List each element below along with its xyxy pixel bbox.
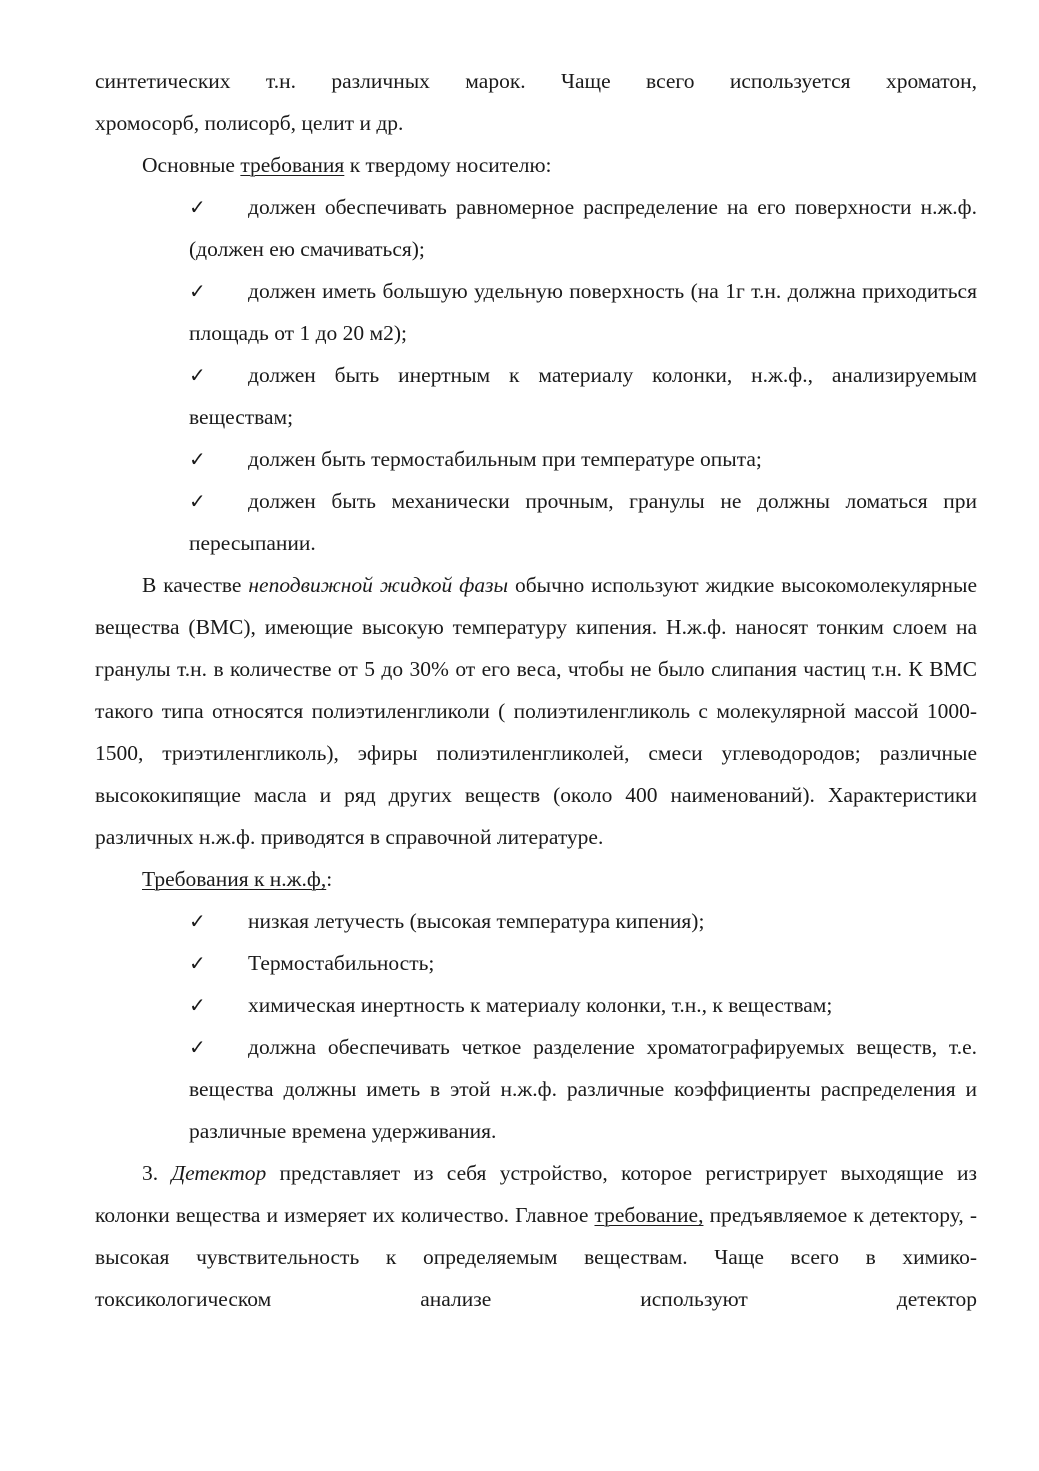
checkmark-icon: ✓ bbox=[189, 909, 206, 933]
paragraph-liquid-phase bbox=[95, 564, 977, 858]
list-item-text: должен обеспечивать равномерное распределение на его поверхности н.ж.ф. (должен ею смачиваться); bbox=[189, 195, 977, 261]
list-item-text: должен быть термостабильным при температуре опыта; bbox=[248, 447, 762, 471]
text-span: к твердому носителю: bbox=[344, 153, 552, 177]
text-span: обычно используют жидкие высокомолекулярные вещества (ВМС), имеющие высокую температуру кипения. Н.ж.ф. наносят тонким слоем на гранулы т.н. в количестве от 5 до 30% от его веса, чтобы не было слипания частиц т.н. К ВМС такого типа относятся полиэтиленгликоли ( полиэтиленгликоль с молекулярной массой 1000-1500, триэтиленгликоль), эфиры полиэтиленгликолей, смеси углеводородов; различные высококипящие масла и ряд других веществ (около 400 наименований). Характеристики различных н.ж.ф. приводятся в справочной литературе. bbox=[95, 573, 977, 849]
text-span: В качестве bbox=[142, 573, 249, 597]
liquid-phase-requirements-list bbox=[95, 900, 977, 1152]
list-item bbox=[189, 984, 977, 1026]
list-item-text: должен быть механически прочным, гранулы не должны ломаться при пересыпании. bbox=[189, 489, 977, 555]
paragraph-line: хромосорб, полисорб, целит и др. bbox=[95, 111, 404, 135]
checkmark-icon: ✓ bbox=[189, 1035, 206, 1059]
section-number: 3. bbox=[142, 1161, 172, 1185]
list-item bbox=[189, 438, 977, 480]
paragraph-liquid-phase-intro bbox=[95, 858, 977, 900]
text-span: представляет из себя устройство, которое регистрирует выходящие из колонки вещества и измеряет их количество. Главное bbox=[95, 1161, 978, 1227]
list-item bbox=[189, 480, 977, 564]
underlined-term: Требования к н.ж.ф, bbox=[142, 867, 327, 891]
list-item-text: должна обеспечивать четкое разделение хроматографируемых веществ, т.е. вещества должны иметь в этой н.ж.ф. различные коэффициенты распределения и различные времена удерживания. bbox=[189, 1035, 977, 1143]
checkmark-icon: ✓ bbox=[189, 195, 206, 219]
checkmark-icon: ✓ bbox=[189, 447, 206, 471]
checkmark-icon: ✓ bbox=[189, 363, 206, 387]
list-item bbox=[189, 354, 977, 438]
list-item-text: Термостабильность; bbox=[248, 951, 435, 975]
list-item bbox=[189, 186, 977, 270]
paragraph-detector bbox=[95, 1152, 977, 1320]
paragraph-line: синтетических т.н. различных марок. Чаще всего используется хроматон, bbox=[95, 69, 977, 93]
carrier-requirements-list bbox=[95, 186, 977, 564]
italic-term: Детектор bbox=[171, 1161, 267, 1185]
paragraph-carrier-intro bbox=[95, 144, 977, 186]
list-item-text: низкая летучесть (высокая температура кипения); bbox=[248, 909, 705, 933]
text-span: Основные bbox=[142, 153, 241, 177]
underlined-term: требование, bbox=[594, 1203, 704, 1227]
list-item bbox=[189, 942, 977, 984]
text-span: предъявляемое к детектору, - высокая чувствительность к определяемым веществам. Чаще всего в химико-токсикологическом анализе используют детектор bbox=[95, 1203, 977, 1311]
list-item-text: химическая инертность к материалу колонки, т.н., к веществам; bbox=[248, 993, 833, 1017]
checkmark-icon: ✓ bbox=[189, 993, 206, 1017]
checkmark-icon: ✓ bbox=[189, 279, 206, 303]
italic-term: неподвижной жидкой фазы bbox=[248, 573, 509, 597]
document-body bbox=[95, 60, 977, 1320]
list-item bbox=[189, 900, 977, 942]
underlined-term: требования bbox=[240, 153, 345, 177]
text-span: : bbox=[326, 867, 333, 891]
list-item-text: должен быть инертным к материалу колонки, н.ж.ф., анализируемым веществам; bbox=[189, 363, 977, 429]
list-item-text: должен иметь большую удельную поверхность (на 1г т.н. должна приходиться площадь от 1 до 20 м2); bbox=[189, 279, 977, 345]
checkmark-icon: ✓ bbox=[189, 951, 206, 975]
checkmark-icon: ✓ bbox=[189, 489, 206, 513]
list-item bbox=[189, 270, 977, 354]
list-item bbox=[189, 1026, 977, 1152]
